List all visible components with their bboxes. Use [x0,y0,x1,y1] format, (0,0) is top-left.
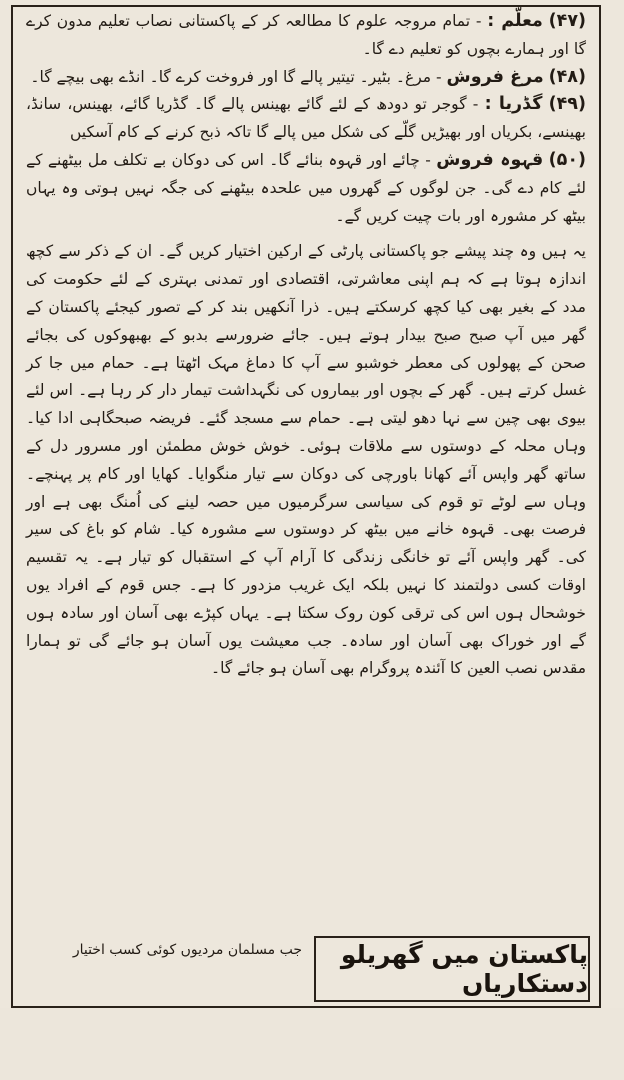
entry-49 [26,91,586,147]
entry-text: - مرغ۔ بٹیر۔ تیتیر پالے گا اور فروخت کرے گا۔ انڈے بھی بیچے گا۔ [30,67,442,86]
entry-number: (۵۰) [548,149,587,170]
entry-title: گڈریا : [484,94,543,115]
article-title: پاکستان میں گھریلو دستکاریاں [340,940,588,998]
entry-text: - چائے اور قہوہ بنائے گا۔ اس کی دوکان بے تکلف مل بیٹھنے کے لئے کام دے گی۔ جن لوگوں کے گھروں میں علحدہ بیٹھنے کی جگہ نہیں ہوتی وہ یہاں بیٹھ کر مشورہ اور بات چیت کریں گے۔ [26,150,586,225]
entry-number: (۴۹) [548,94,586,115]
continuation-box [34,936,310,1002]
main-paragraph: یہ ہیں وہ چند پیشے جو پاکستانی پارٹی کے ارکین اختیار کریں گے۔ ان کے ذکر سے کچھ اندازہ ہوتا ہے کہ ہم اپنی معاشرتی، اقتصادی اور تمدنی بہتری کے لئے حکومت کی مدد کے بغیر بھی کیا کچھ کرسکتے ہیں۔ ذرا آنکھیں بند کر کے تصور کیجئے پاکستان کے گھر میں آپ صبح صبح بیدار ہوتے ہیں۔ جائے ضرورسے بدبو کے بھبھوکوں کی بجائے صحن کے پھولوں کی معطر خوشبو سے آپ کا دماغ مہک اٹھتا ہے۔ حمام میں جا کر غسل کرتے ہیں۔ گھر کے بچوں اور بیماروں کی نگہداشت تیمار دار کر رہا ہے۔ اس لئے بیوی بھی چین سے نہا دھو لیتی ہے۔ حمام سے مسجد گئے۔ فریضہ صبحگاہی ادا کیا۔ وہاں محلہ کے دوستوں سے ملاقات ہوئی۔ خوش خوش مطمئن اور مسرور دل کے ساتھ گھر واپس آئے کھانا باورچی کی دوکان سے تیار منگوایا۔ کھایا اور کام پر پہنچے۔ وہاں سے لوٹے تو قوم کی سیاسی سرگرمیوں میں حصہ لینے کی اُمنگ بھی ہے اور فرصت بھی۔ قہوہ خانے میں بیٹھ کر دوستوں سے مشورہ کیا۔ شام کو باغ کی سیر کی۔ گھر واپس آئے تو خانگی زندگی کا آرام آپ کے استقبال کو تیار ہے۔ یہ تقسیم اوقات کسی دولتمند کا نہیں بلکہ ایک غریب مزدور کا ہے۔ جس قوم کے افراد یوں خوشحال ہوں اس کی ترقی کون روک سکتا ہے۔ یہاں کپڑے بھی آسان اور سادہ ہوں گے اور خوراک بھی آسان اور سادہ۔ جب معیشت یوں آسان ہو جائے گی تو ہمارا مقدس نصب العین کا آئندہ پروگرام بھی آسان ہو جائے گا۔ [26,242,586,678]
entry-title: قہوہ فروش [436,149,544,170]
entry-50 [26,147,586,230]
entry-text: - گوجر تو دودھ کے لئے گائے بھینس پالے گا۔ گڈریا گائے، بھینس، سانڈ، بھینسے، بکریاں اور بھیڑیں گلّے کی شکل میں پالے گا تاکہ ذبح کرنے کے کام آسکیں [26,95,586,142]
continuation-text: جب مسلمان مردیوں کوئی کسب اختیار [72,942,302,958]
footer-boxes [34,936,590,1004]
article-title-box [314,936,590,1002]
page-margin [0,1008,624,1080]
article-body [26,8,586,683]
entry-number: (۴۸) [548,66,586,87]
entry-47 [26,8,586,64]
entry-number: (۴۷) [548,11,587,31]
entry-text: - تمام مروجہ علوم کا مطالعہ کر کے پاکستانی نصاب تعلیم مدون کرے گا اور ہمارے بچوں کو تعلیم دے گا۔ [26,12,586,58]
entry-title: معلّم : [487,11,543,31]
entry-48 [26,64,586,92]
entry-title: مرغ فروش [446,66,544,87]
